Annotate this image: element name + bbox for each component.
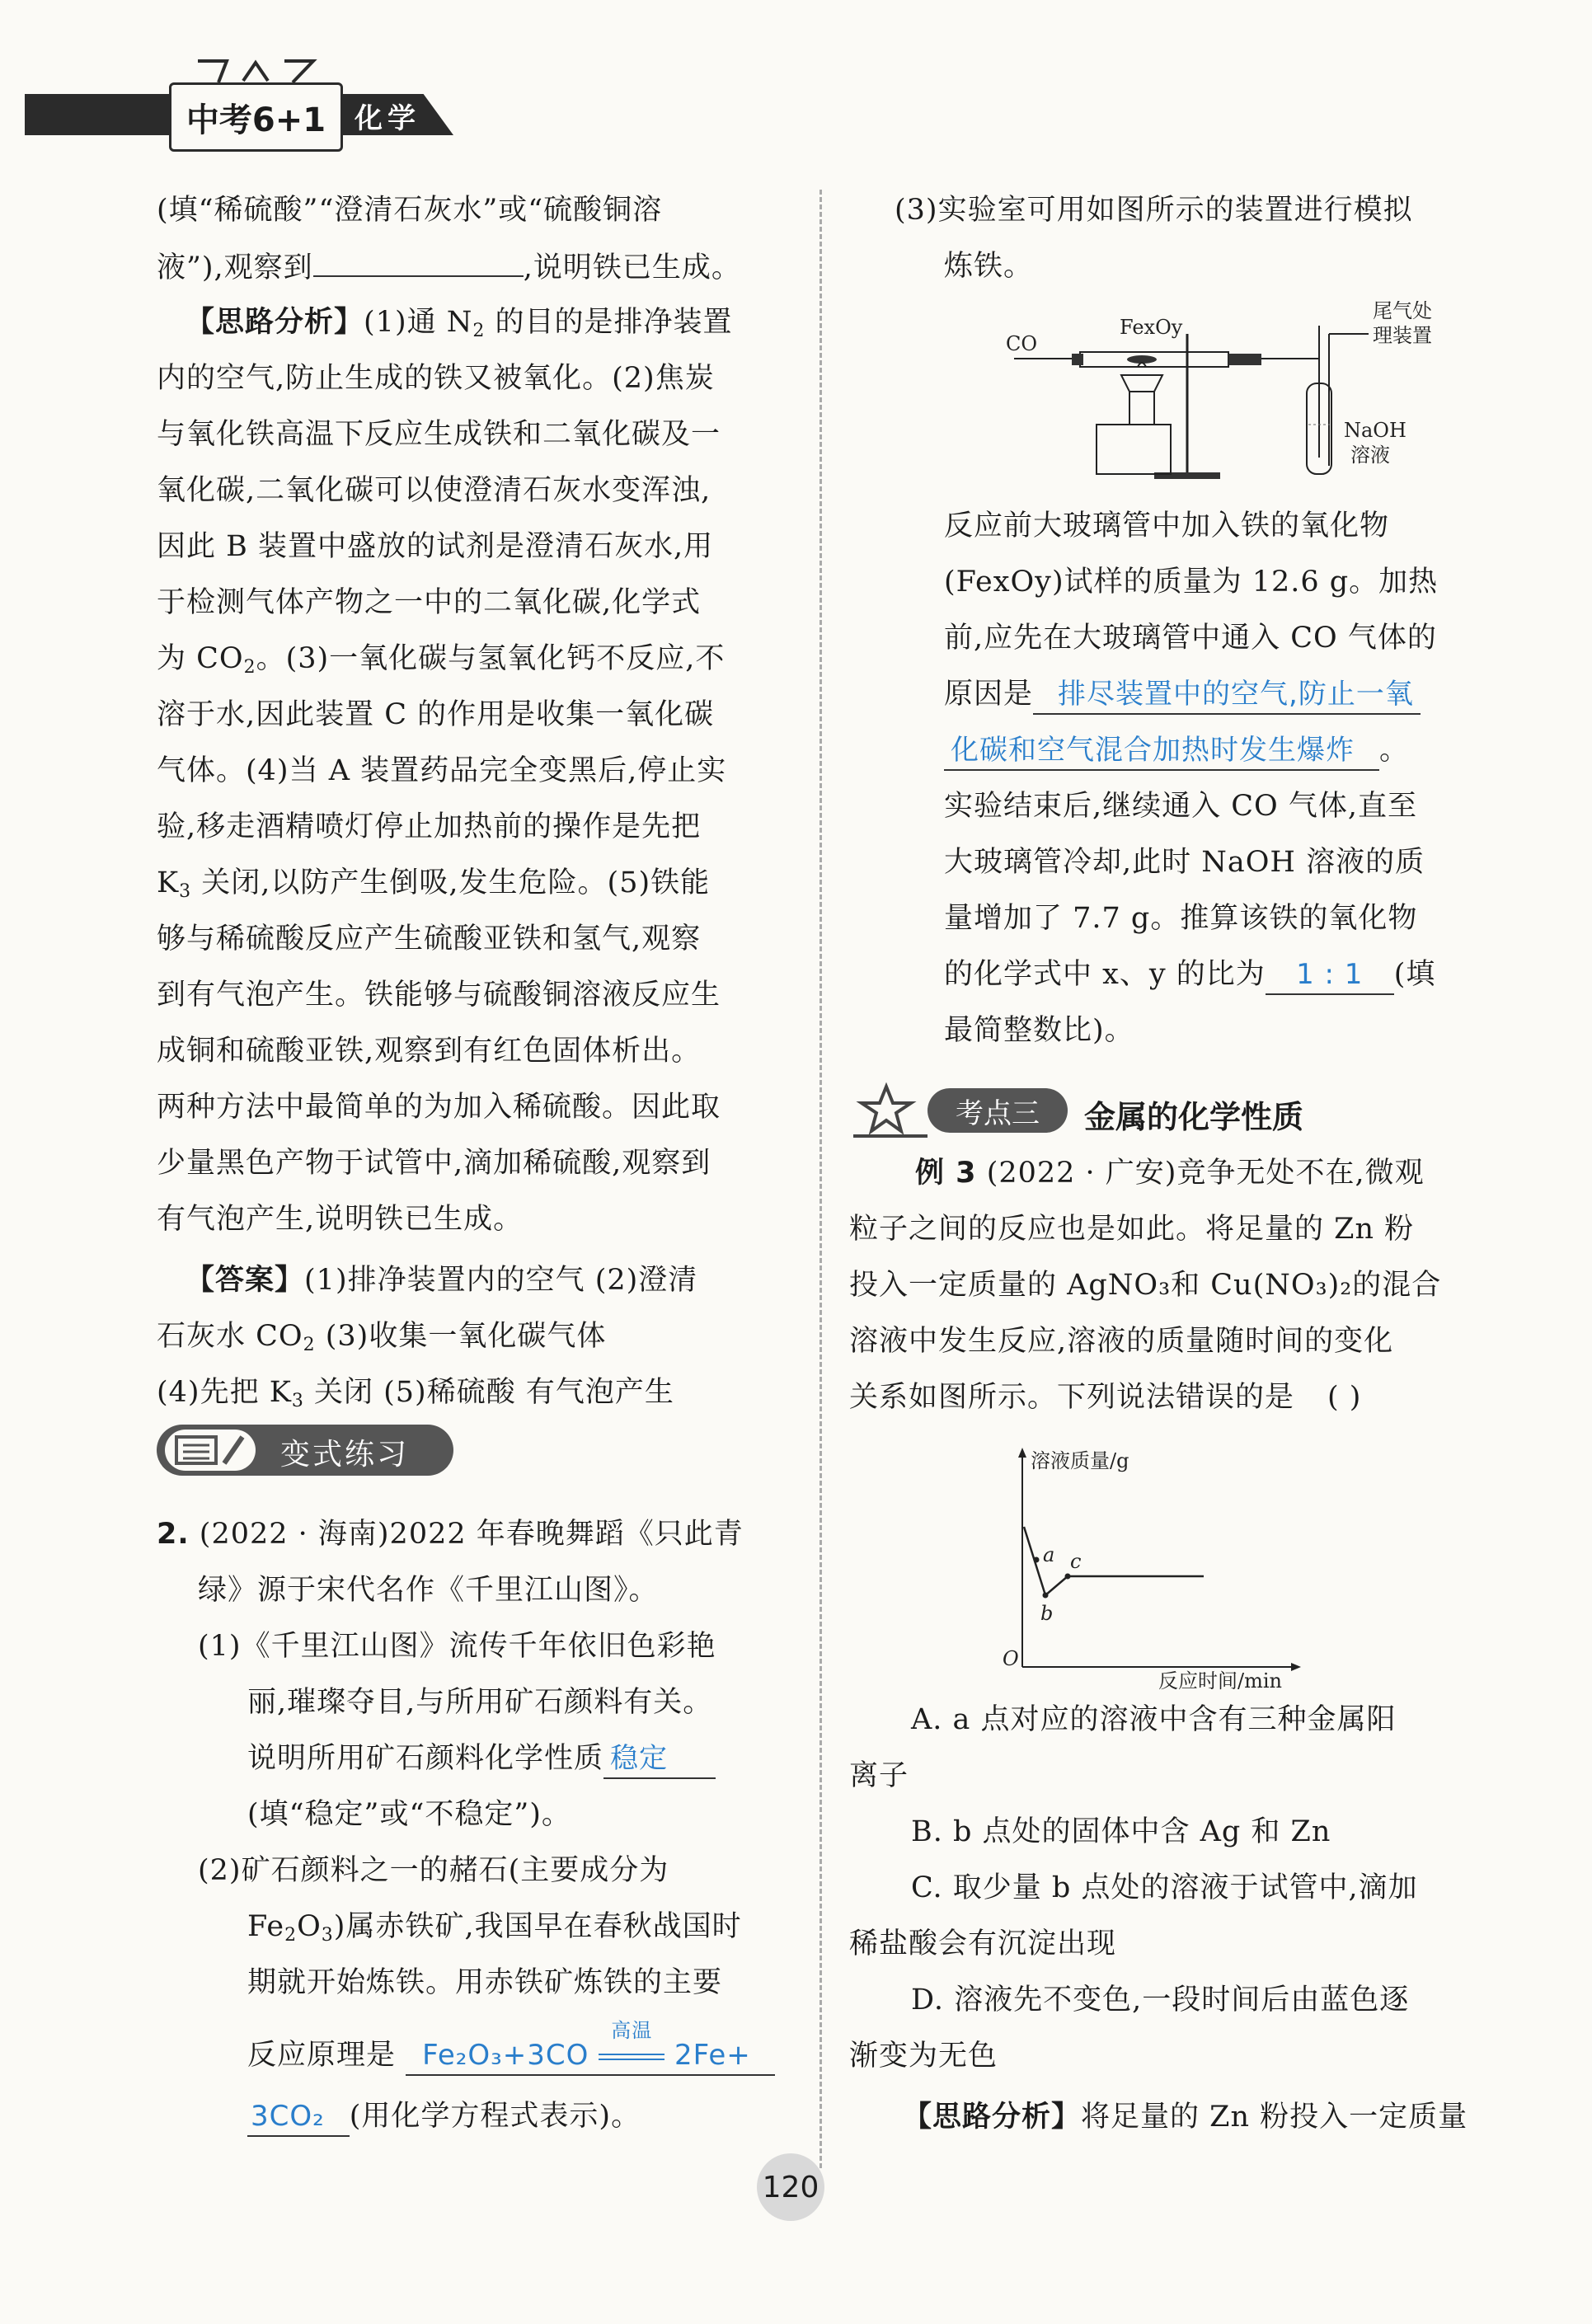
question-number: 2. bbox=[157, 1518, 190, 1551]
answer-line: (4)先把 $K_3$ 关闭 (5)稀硫酸 有气泡产生 bbox=[157, 1376, 674, 1411]
topic-tag: 考点三 bbox=[927, 1088, 1068, 1133]
text-line: 最简整数比)。 bbox=[944, 1014, 1134, 1047]
header-subject: 化学 bbox=[355, 102, 420, 135]
text-line: (1)《千里江山图》流传千年依旧色彩艳 bbox=[198, 1630, 716, 1663]
x-axis-label: 反应时间/min bbox=[1158, 1669, 1282, 1692]
text-line: 验,移走酒精喷灯停止加热前的操作是先把 bbox=[157, 810, 702, 843]
co-label: CO bbox=[1006, 332, 1038, 355]
option-a[interactable]: A. a 点对应的溶液中含有三种金属阳 bbox=[911, 1703, 1397, 1736]
tail-gas-label: 尾气处 bbox=[1373, 301, 1432, 322]
stopper bbox=[1228, 354, 1261, 365]
text-line: 液”),观察到 ,说明铁已生成。 bbox=[157, 247, 741, 287]
text-line: (FexOy)试样的质量为 12.6 g。加热 bbox=[944, 566, 1439, 599]
equation-answer[interactable]: Fe₂O₃+3CO 高温 2Fe+ bbox=[406, 2036, 775, 2076]
badge-label: 变式练习 bbox=[280, 1438, 410, 1472]
option-d[interactable]: D. 溶液先不变色,一段时间后由蓝色逐 bbox=[911, 1984, 1410, 2016]
point-a-label: a bbox=[1043, 1543, 1055, 1566]
analysis-label: 【思路分析】 bbox=[903, 2101, 1082, 2134]
point-b-label: b bbox=[1040, 1602, 1054, 1625]
text-line: 溶液中发生反应,溶液的质量随时间的变化 bbox=[849, 1325, 1394, 1358]
point-a bbox=[1034, 1557, 1040, 1563]
star-person-icon bbox=[853, 1082, 927, 1139]
book-pen-icon bbox=[165, 1430, 256, 1471]
naoh-label-2: 溶液 bbox=[1350, 444, 1390, 467]
header-logo: 中考6+1 bbox=[169, 82, 343, 152]
text-line: $Fe_2O_3$)属赤铁矿,我国早在春秋战国时 bbox=[247, 1910, 742, 1946]
text-line: 反应前大玻璃管中加入铁的氧化物 bbox=[944, 509, 1390, 542]
option-c[interactable]: C. 取少量 b 点处的溶液于试管中,滴加 bbox=[911, 1871, 1418, 1904]
fexoy-label: FexOy bbox=[1120, 316, 1183, 339]
analysis-line: 【思路分析】(1)通 $N_2$ 的目的是排净装置 bbox=[185, 306, 733, 341]
answer-label: 【答案】 bbox=[185, 1264, 305, 1297]
text-line: 说明所用矿石颜料化学性质 稳定 bbox=[247, 1739, 716, 1779]
answer-blank[interactable] bbox=[313, 247, 524, 277]
text-line: (3)实验室可用如图所示的装置进行模拟 bbox=[895, 194, 1413, 227]
text-line: 实验结束后,继续通入 CO 气体,直至 bbox=[944, 790, 1417, 823]
topic-heading bbox=[853, 1082, 1579, 1139]
text-line: (2)矿石颜料之一的赭石(主要成分为 bbox=[198, 1854, 669, 1887]
point-c bbox=[1065, 1574, 1071, 1580]
answer-line: 【答案】(1)排净装置内的空气 (2)澄清 bbox=[185, 1264, 698, 1297]
option-d-cont: 渐变为无色 bbox=[849, 2040, 998, 2073]
text-line: 3CO₂ (用化学方程式表示)。 bbox=[247, 2097, 641, 2137]
text-line: 的化学式中 x、y 的比为 1 : 1 (填 bbox=[944, 955, 1435, 995]
text-line: 原因是 排尽装置中的空气,防止一氧 bbox=[944, 675, 1421, 715]
text-line: 反应原理是 Fe₂O₃+3CO 高温 2Fe+ bbox=[247, 2036, 775, 2076]
text-line: 关系如图所示。下列说法错误的是 ( ) bbox=[849, 1381, 1362, 1414]
text-line: 炼铁。 bbox=[944, 250, 1034, 283]
answer-fill[interactable]: 化碳和空气混合加热时发生爆炸 bbox=[944, 731, 1379, 771]
variant-practice-badge bbox=[157, 1425, 453, 1476]
answer-paren[interactable]: ( ) bbox=[1327, 1381, 1362, 1414]
tail-gas-label-2: 理装置 bbox=[1373, 324, 1432, 347]
text-line: 于检测气体产物之一中的二氧化碳,化学式 bbox=[157, 586, 702, 619]
option-a-cont: 离子 bbox=[849, 1759, 909, 1792]
text-line: 两种方法中最简单的为加入稀硫酸。因此取 bbox=[157, 1091, 721, 1124]
text-line: 期就开始炼铁。用赤铁矿炼铁的主要 bbox=[247, 1966, 723, 1999]
point-c-label: c bbox=[1070, 1550, 1082, 1573]
option-b[interactable]: B. b 点处的固体中含 Ag 和 Zn bbox=[911, 1815, 1331, 1848]
text-line: (填“稀硫酸”“澄清石灰水”或“硫酸铜溶 bbox=[157, 194, 663, 227]
answer-fill[interactable]: 排尽装置中的空气,防止一氧 bbox=[1033, 675, 1421, 715]
option-c-cont: 稀盐酸会有沉淀出现 bbox=[849, 1927, 1117, 1960]
text-line: 大玻璃管冷却,此时 NaOH 溶液的质 bbox=[944, 846, 1425, 879]
text-line: 投入一定质量的 AgNO₃和 Cu(NO₃)₂的混合 bbox=[849, 1269, 1442, 1302]
origin-label: O bbox=[1003, 1647, 1019, 1670]
burner-head bbox=[1121, 375, 1162, 392]
answer-fill[interactable]: 稳定 bbox=[603, 1739, 716, 1779]
text-line: 量增加了 7.7 g。推算该铁的氧化物 bbox=[944, 902, 1418, 935]
logo-mark-icon bbox=[194, 58, 317, 86]
question-line: 2. (2022 · 海南)2022 年春晚舞蹈《只此青 bbox=[157, 1518, 744, 1551]
example-label: 例 3 bbox=[915, 1157, 977, 1190]
text-line: 够与稀硫酸反应产生硫酸亚铁和氢气,观察 bbox=[157, 923, 702, 955]
text-line: 因此 B 装置中盛放的试剂是澄清石灰水,用 bbox=[157, 530, 714, 563]
text-line: 内的空气,防止生成的铁又被氧化。(2)焦炭 bbox=[157, 362, 715, 395]
answer-fill[interactable]: 1 : 1 bbox=[1266, 955, 1394, 995]
text-line: 丽,璀璨夺目,与所用矿石颜料有关。 bbox=[247, 1686, 713, 1719]
text-line: 溶于水,因此装置 C 的作用是收集一氧化碳 bbox=[157, 698, 715, 731]
text-line: 氧化碳,二氧化碳可以使澄清石灰水变浑浊, bbox=[157, 474, 711, 507]
analysis-line: 【思路分析】将足量的 Zn 粉投入一定质量 bbox=[903, 2101, 1468, 2134]
text-line: 气体。(4)当 A 装置药品完全变黑后,停止实 bbox=[157, 754, 727, 787]
column-divider bbox=[819, 190, 822, 2168]
y-axis-label: 溶液质量/g bbox=[1031, 1449, 1129, 1472]
mass-time-graph bbox=[998, 1444, 1327, 1692]
alcohol-lamp bbox=[1097, 425, 1171, 474]
analysis-label: 【思路分析】 bbox=[185, 306, 364, 339]
page-header bbox=[25, 58, 470, 148]
text-line: 与氧化铁高温下反应生成铁和二氧化碳及一 bbox=[157, 418, 721, 451]
text-line: 为 $CO_2$。(3)一氧化碳与氢氧化钙不反应,不 bbox=[157, 642, 726, 678]
text-line: 化碳和空气混合加热时发生爆炸 。 bbox=[944, 731, 1409, 771]
answer-line: 石灰水 $CO_2$ (3)收集一氧化碳气体 bbox=[157, 1320, 607, 1355]
example-line: 例 3 (2022 · 广安)竞争无处不在,微观 bbox=[915, 1157, 1425, 1190]
point-b bbox=[1043, 1593, 1049, 1599]
text-line: $K_3$ 关闭,以防产生倒吸,发生危险。(5)铁能 bbox=[157, 866, 711, 902]
text-line: 到有气泡产生。铁能够与硫酸铜溶液反应生 bbox=[157, 979, 721, 1012]
text-line: 少量黑色产物于试管中,滴加稀硫酸,观察到 bbox=[157, 1147, 711, 1180]
text-line: 粒子之间的反应也是如此。将足量的 Zn 粉 bbox=[849, 1213, 1415, 1246]
equation-answer-cont[interactable]: 3CO₂ bbox=[247, 2097, 350, 2137]
topic-title: 金属的化学性质 bbox=[1084, 1099, 1304, 1135]
text-line: 成铜和硫酸亚铁,观察到有红色固体析出。 bbox=[157, 1035, 702, 1068]
page-number: 120 bbox=[757, 2153, 824, 2221]
text-line: 绿》源于宋代名作《千里江山图》。 bbox=[198, 1574, 659, 1607]
text-line: 前,应先在大玻璃管中通入 CO 气体的 bbox=[944, 622, 1437, 655]
text-line: (填“稳定”或“不稳定”)。 bbox=[247, 1798, 571, 1831]
text-line: 有气泡产生,说明铁已生成。 bbox=[157, 1203, 524, 1236]
apparatus-figure bbox=[1006, 301, 1435, 491]
naoh-label: NaOH bbox=[1344, 419, 1407, 442]
